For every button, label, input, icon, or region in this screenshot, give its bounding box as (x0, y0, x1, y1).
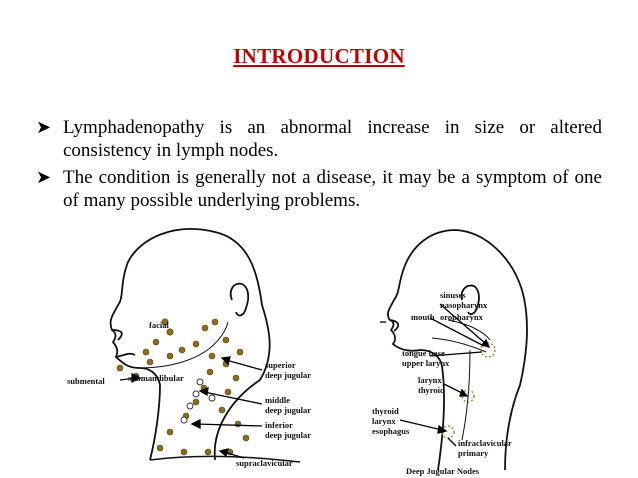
label-esophagus: esophagus (372, 426, 410, 436)
right-labels (372, 290, 512, 476)
label-nasopharynx: nasopharynx (440, 300, 488, 310)
label-mouth: mouth (411, 312, 435, 322)
bullet-text: The condition is generally not a disease, it may be a symptom of one of many possible underlying problems. (63, 167, 602, 211)
label-infraclavicular: infraclavicular (458, 438, 512, 448)
label-sinuses: sinuses (440, 290, 466, 300)
left-lymph-nodes (117, 319, 249, 455)
label-primary: primary (458, 448, 489, 458)
label-upper-larynx: upper larynx (402, 358, 450, 368)
label-facial: facial (149, 320, 169, 330)
label-superior-deep-jugular: deep jugular (265, 370, 312, 380)
label-submental: submental (67, 376, 105, 386)
label-thyroid-2: thyroid (372, 406, 399, 416)
label-submandibular: submandibular (128, 373, 184, 383)
arrow-bullet-icon: ➤ (36, 167, 52, 187)
label-tongue-base: tongue base (402, 348, 445, 358)
label-superior: superior (265, 360, 296, 370)
slide-title: INTRODUCTION (233, 44, 405, 68)
left-labels (67, 320, 311, 468)
arrow-bullet-icon: ➤ (36, 117, 52, 137)
label-inferior: inferior (265, 420, 293, 430)
label-larynx: larynx (418, 375, 442, 385)
bullet-text: Lymphadenopathy is an abnormal increase in size or altered consistency in lymph nodes. (63, 117, 602, 161)
label-inferior-deep-jugular: deep jugular (265, 430, 312, 440)
figure-caption: Deep Jugular Nodes (406, 466, 480, 476)
label-supraclavicular: supraclavicular (236, 458, 293, 468)
label-larynx-2: larynx (372, 416, 396, 426)
right-node-circles (442, 343, 495, 438)
label-middle-deep-jugular: deep jugular (265, 405, 312, 415)
label-oropharynx: oropharynx (440, 312, 483, 322)
label-middle: middle (265, 395, 291, 405)
label-thyroid: thyroid (418, 385, 445, 395)
